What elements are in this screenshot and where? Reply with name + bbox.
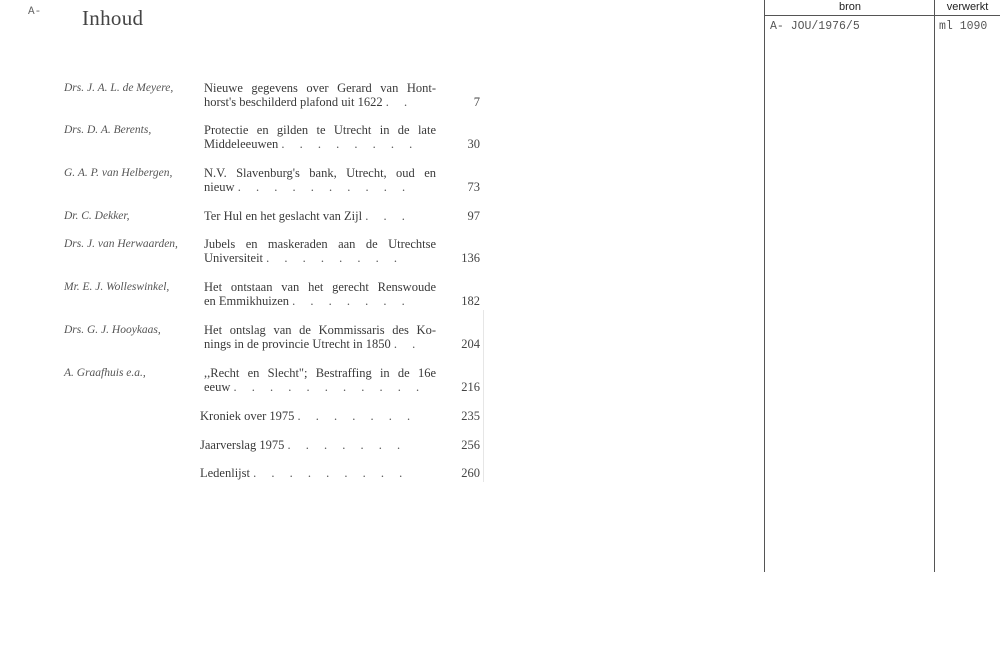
card-left-rule	[764, 0, 765, 572]
toc-title-line: Het ontslag van de Kommissaris des Ko-	[204, 323, 436, 337]
toc-leader-dots: . . . . . . .	[292, 294, 411, 308]
toc-author: A. Graafhuis e.a.,	[64, 367, 146, 379]
toc-leader-dots: . . . . . . . .	[266, 251, 404, 265]
toc-title-line: nieuw	[204, 180, 235, 194]
corner-mark: A-	[28, 6, 42, 18]
toc-title-line: nings in de provincie Utrecht in 1850	[204, 337, 391, 351]
toc-author: Mr. E. J. Wolleswinkel,	[64, 281, 170, 293]
header-bron: bron	[838, 1, 862, 13]
toc-page-number: 30	[467, 137, 480, 151]
toc-title-line: Protectie en gilden te Utrecht in de late	[204, 123, 436, 137]
toc-author: Drs. J. A. L. de Meyere,	[64, 82, 174, 94]
table-of-contents	[0, 0, 490, 500]
toc-author: G. A. P. van Helbergen,	[64, 167, 173, 179]
header-verwerkt: verwerkt	[946, 1, 989, 13]
toc-title-line: Ter Hul en het geslacht van Zijl	[204, 209, 363, 223]
toc-page-number: 73	[467, 180, 480, 194]
toc-title-line: N.V. Slavenburg's bank, Utrecht, oud en	[204, 166, 436, 180]
scan-edge-line	[483, 310, 484, 482]
toc-title-line: Ledenlijst	[200, 466, 250, 480]
toc-leader-dots: . . . . . . . .	[281, 137, 419, 151]
toc-page-number: 182	[461, 294, 480, 308]
toc-title-line: eeuw	[204, 380, 231, 394]
toc-author: Drs. J. van Herwaarden,	[64, 238, 178, 250]
toc-page-number: 235	[461, 409, 480, 423]
toc-leader-dots: . . .	[365, 209, 411, 223]
toc-leader-dots: . . . . . . . . . .	[237, 180, 412, 194]
toc-leader-dots: . .	[393, 337, 422, 351]
toc-page-number: 204	[461, 337, 480, 351]
toc-title-line: Universiteit	[204, 251, 264, 265]
toc-title-line: en Emmikhuizen	[204, 294, 290, 308]
toc-leader-dots: . . . . . . .	[287, 438, 407, 452]
toc-leader-dots: . . . . . . . . .	[253, 466, 409, 480]
toc-title-line: Jaarverslag 1975	[200, 438, 285, 452]
toc-page-number: 7	[473, 95, 480, 109]
verwerkt-value: ml 1090	[939, 20, 988, 33]
toc-title-line: Het ontstaan van het gerecht Renswoude	[204, 280, 436, 294]
page-title: Inhoud	[82, 6, 144, 30]
card-header-rule	[764, 15, 1000, 16]
toc-page-number: 136	[461, 251, 480, 265]
toc-title-line: Middeleeuwen	[204, 137, 279, 151]
toc-title-line: Jubels en maskeraden aan de Utrechtse	[204, 237, 436, 251]
toc-page-number: 256	[461, 438, 480, 452]
toc-title-line: Kroniek over 1975	[200, 409, 295, 423]
toc-page-number: 97	[467, 209, 480, 223]
toc-title-line: horst's beschilderd plafond uit 1622	[204, 95, 383, 109]
toc-author: Dr. C. Dekker,	[64, 210, 130, 222]
toc-leader-dots: . .	[385, 95, 414, 109]
toc-page-number: 260	[461, 466, 480, 480]
toc-page-number: 216	[461, 380, 480, 394]
bron-value: A- JOU/1976/5	[770, 20, 860, 33]
card-middle-rule	[934, 0, 935, 572]
toc-title-line: Nieuwe gegevens over Gerard van Hont-	[204, 81, 436, 95]
toc-leader-dots: . . . . . . . . . . .	[233, 380, 426, 394]
toc-leader-dots: . . . . . . .	[297, 409, 417, 423]
toc-author: Drs. D. A. Berents,	[64, 124, 152, 136]
toc-author: Drs. G. J. Hooykaas,	[64, 324, 161, 336]
toc-title-line: ,,Recht en Slecht"; Bestraffing in de 16e	[204, 366, 436, 380]
